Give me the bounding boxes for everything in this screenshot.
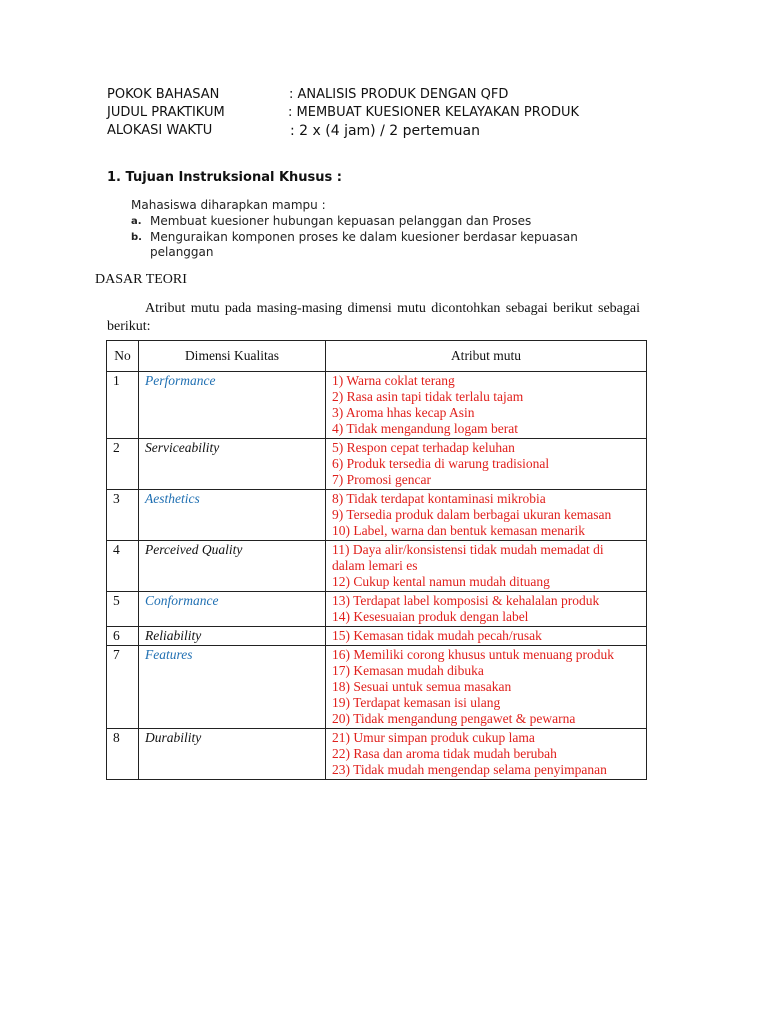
table-row bbox=[107, 541, 647, 592]
quality-attributes-table bbox=[106, 340, 647, 780]
table-row bbox=[107, 439, 647, 490]
attribute-item: 2) Rasa asin tapi tidak terlalu tajam bbox=[332, 389, 524, 404]
attribute-item: 4) Tidak mengandung logam berat bbox=[332, 421, 518, 436]
attribute-item: 3) Aroma hhas kecap Asin bbox=[332, 405, 475, 420]
attribute-item: 22) Rasa dan aroma tidak mudah berubah bbox=[332, 746, 557, 761]
quality-dimension: Reliability bbox=[139, 627, 326, 646]
attribute-item: 19) Terdapat kemasan isi ulang bbox=[332, 695, 501, 710]
quality-dimension: Serviceability bbox=[139, 439, 326, 490]
attribute-item: 11) Daya alir/konsistensi tidak mudah memadat di dalam lemari es bbox=[332, 542, 604, 573]
attribute-item: 21) Umur simpan produk cukup lama bbox=[332, 730, 535, 745]
tik-heading: 1. Tujuan Instruksional Khusus : bbox=[107, 170, 342, 185]
header-value: : ANALISIS PRODUK DENGAN QFD bbox=[289, 87, 509, 102]
row-number: 4 bbox=[107, 541, 139, 592]
intro-paragraph: Atribut mutu pada masing-masing dimensi mutu dicontohkan sebagai berikut sebagai berikut: bbox=[107, 301, 640, 334]
table-row bbox=[107, 372, 647, 439]
quality-attributes bbox=[326, 372, 647, 439]
table-body bbox=[107, 372, 647, 780]
attribute-item: 8) Tidak terdapat kontaminasi mikrobia bbox=[332, 491, 546, 506]
quality-attributes bbox=[326, 541, 647, 592]
row-number: 8 bbox=[107, 729, 139, 780]
table-row bbox=[107, 729, 647, 780]
quality-dimension: Perceived Quality bbox=[139, 541, 326, 592]
row-number: 6 bbox=[107, 627, 139, 646]
quality-attributes bbox=[326, 592, 647, 627]
header-label: ALOKASI WAKTU bbox=[107, 123, 213, 138]
attribute-item: 7) Promosi gencar bbox=[332, 472, 431, 487]
attribute-item: 6) Produk tersedia di warung tradisional bbox=[332, 456, 550, 471]
row-number: 3 bbox=[107, 490, 139, 541]
tik-intro: Mahasiswa diharapkan mampu : bbox=[131, 198, 326, 212]
header-value: : 2 x (4 jam) / 2 pertemuan bbox=[290, 123, 480, 139]
table-header-row bbox=[107, 341, 647, 372]
attribute-item: 9) Tersedia produk dalam berbagai ukuran kemasan bbox=[332, 507, 612, 522]
section-title: DASAR TEORI bbox=[95, 272, 187, 287]
attribute-item: 1) Warna coklat terang bbox=[332, 373, 455, 388]
attribute-item: 17) Kemasan mudah dibuka bbox=[332, 663, 484, 678]
row-number: 1 bbox=[107, 372, 139, 439]
quality-attributes bbox=[326, 439, 647, 490]
attribute-item: 12) Cukup kental namun mudah dituang bbox=[332, 574, 550, 589]
attribute-item: 10) Label, warna dan bentuk kemasan menarik bbox=[332, 523, 586, 538]
column-header-attribute: Atribut mutu bbox=[326, 341, 647, 372]
table-row bbox=[107, 646, 647, 729]
row-number: 2 bbox=[107, 439, 139, 490]
quality-attributes bbox=[326, 490, 647, 541]
attribute-item: 20) Tidak mengandung pengawet & pewarna bbox=[332, 711, 576, 726]
list-text: Membuat kuesioner hubungan kepuasan pelanggan dan Proses bbox=[150, 214, 532, 228]
list-text: Menguraikan komponen proses ke dalam kuesioner berdasar kepuasan pelanggan bbox=[150, 230, 578, 259]
attribute-item: 15) Kemasan tidak mudah pecah/rusak bbox=[332, 628, 542, 643]
quality-attributes bbox=[326, 627, 647, 646]
quality-dimension: Features bbox=[139, 646, 326, 729]
quality-dimension: Conformance bbox=[139, 592, 326, 627]
header-label: POKOK BAHASAN bbox=[107, 87, 220, 102]
attribute-item: 13) Terdapat label komposisi & kehalalan produk bbox=[332, 593, 600, 608]
quality-attributes bbox=[326, 646, 647, 729]
header-value: : MEMBUAT KUESIONER KELAYAKAN PRODUK bbox=[288, 105, 580, 120]
quality-dimension: Performance bbox=[139, 372, 326, 439]
table-row bbox=[107, 490, 647, 541]
table-row bbox=[107, 592, 647, 627]
row-number: 7 bbox=[107, 646, 139, 729]
list-marker: b. bbox=[131, 232, 142, 243]
quality-dimension: Durability bbox=[139, 729, 326, 780]
column-header-dimension: Dimensi Kualitas bbox=[139, 341, 326, 372]
quality-attributes bbox=[326, 729, 647, 780]
attribute-item: 18) Sesuai untuk semua masakan bbox=[332, 679, 512, 694]
attribute-item: 5) Respon cepat terhadap keluhan bbox=[332, 440, 515, 455]
attribute-item: 16) Memiliki corong khusus untuk menuang produk bbox=[332, 647, 614, 662]
list-marker: a. bbox=[131, 216, 142, 227]
table-row bbox=[107, 627, 647, 646]
column-header-no: No bbox=[107, 341, 139, 372]
row-number: 5 bbox=[107, 592, 139, 627]
quality-dimension: Aesthetics bbox=[139, 490, 326, 541]
attribute-item: 14) Kesesuaian produk dengan label bbox=[332, 609, 529, 624]
header-label: JUDUL PRAKTIKUM bbox=[107, 105, 225, 120]
attribute-item: 23) Tidak mudah mengendap selama penyimpanan bbox=[332, 762, 607, 777]
